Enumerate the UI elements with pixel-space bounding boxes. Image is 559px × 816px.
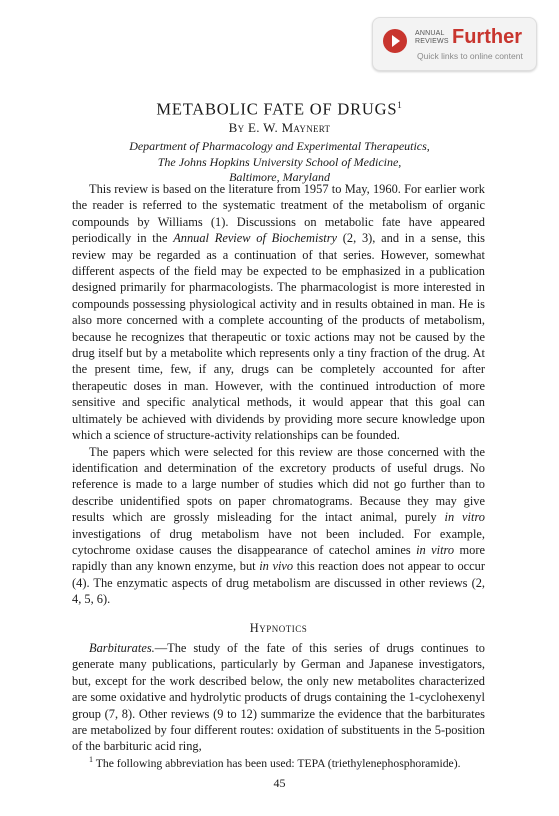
paragraph-1-text-b: (2, 3), and in a sense, this review may be regarded as a continuation of that series. However, somewhat different aspects of the field may be expected to be emphasized in a publication designed primarily for pharmacologists. The pharmacologist is more interested in compounds possessing physiological activity and in results obtained in man. He is also more concerned with a complete accounting of the products of metabolism, because he recognizes that therapeutic or toxic actions may not be caused by the drug itself but by a metabolite which represents only a tiny fraction of the drug. At the present time, few, if any, drugs can be completely accounted for after therapeutic doses in man. However, with the continued introduction of more sensitive and specific analytical methods, it would appear that this goal can ultimately be achieved with dividends by providing more secure knowledge upon which a science of structure-activity relationships can be founded. (72, 231, 485, 443)
title-footnote-mark: 1 (397, 100, 403, 110)
article-title (0, 95, 559, 120)
paragraph-2-text-b: investigations of drug metabolism have not been included. For example, cytochrome oxidase causes the disappearance of catechol amines (72, 526, 485, 557)
paragraph-3-text: —The study of the fate of this series of drugs continues to generate many publications, particularly by German and Japanese investigators, but, except for the work described below, the only new metabolites characterized are some oxidative and hydrolytic products of drugs containing the 1-cyclohexenyl group (7, 8). Other reviews (9 to 12) summarize the evidence that the barbiturates are metabolized by four different routes: oxidation of substituents in the 5-position of the barbituric acid ring, (72, 640, 485, 754)
paragraph-2 (72, 444, 485, 608)
in-vivo-term: in vivo (259, 559, 294, 574)
affiliation-line-3: Baltimore, Maryland (229, 170, 330, 184)
paragraph-1 (72, 181, 485, 444)
paragraph-2-text-d: this reaction does not appear to occur (4). The enzymatic aspects of drug metabolism are discussed in other reviews (2, 4, 5, 6). (72, 559, 486, 607)
journal-name: Annual Review of Biochemistry (173, 231, 338, 246)
author-line (0, 120, 559, 136)
barbiturates-lead: Barbiturates. (89, 640, 155, 655)
reviews-label: REVIEWS (415, 38, 449, 45)
page-number: 45 (273, 776, 286, 790)
affiliation-line-2: The Johns Hopkins University School of Medicine, (157, 154, 402, 169)
author-name: E. W. Maynert (247, 120, 331, 135)
footnote-text: The following abbreviation has been used: TEPA (triethylenephosphoramide). (93, 756, 461, 770)
footnote-mark: 1 (89, 755, 93, 764)
affiliation (0, 139, 559, 186)
further-label: Further (452, 26, 522, 48)
paragraph-1-text-a: This review is based on the literature from 1957 to May, 1960. For earlier work the reader is referred to the systematic treatment of the metabolism of organic compounds by Williams (1). Discussions on metabolic fate have appeared periodically in the (72, 182, 485, 246)
paragraph-2-text-c: more rapidly than any known enzyme, but (72, 542, 485, 574)
author-by: By (228, 120, 245, 135)
article-body (72, 181, 485, 755)
footnote (72, 752, 485, 771)
paragraph-2-text-a: The papers which were selected for this review are those concerned with the identification and determination of the excretory products of useful drugs. No reference is made to a large number of studies which did not go further than to describe unidentified spots on paper chromatograms. Because they may give results which are grossly misleading for the intact animal, purely (72, 444, 485, 525)
annual-label: ANNUAL (415, 30, 445, 37)
in-vitro-term-2: in vitro (416, 542, 455, 557)
play-arrow-icon (383, 29, 407, 53)
section-heading: Hypnotics (249, 620, 308, 635)
paragraph-3 (72, 640, 485, 755)
affiliation-line-1: Department of Pharmacology and Experimental Therapeutics, (129, 139, 430, 153)
in-vitro-term-1: in vitro (444, 510, 485, 525)
title-text: METABOLIC FATE OF DRUGS (156, 99, 398, 119)
quick-links-label: Quick links to online content (417, 51, 523, 61)
further-badge[interactable] (372, 17, 537, 71)
